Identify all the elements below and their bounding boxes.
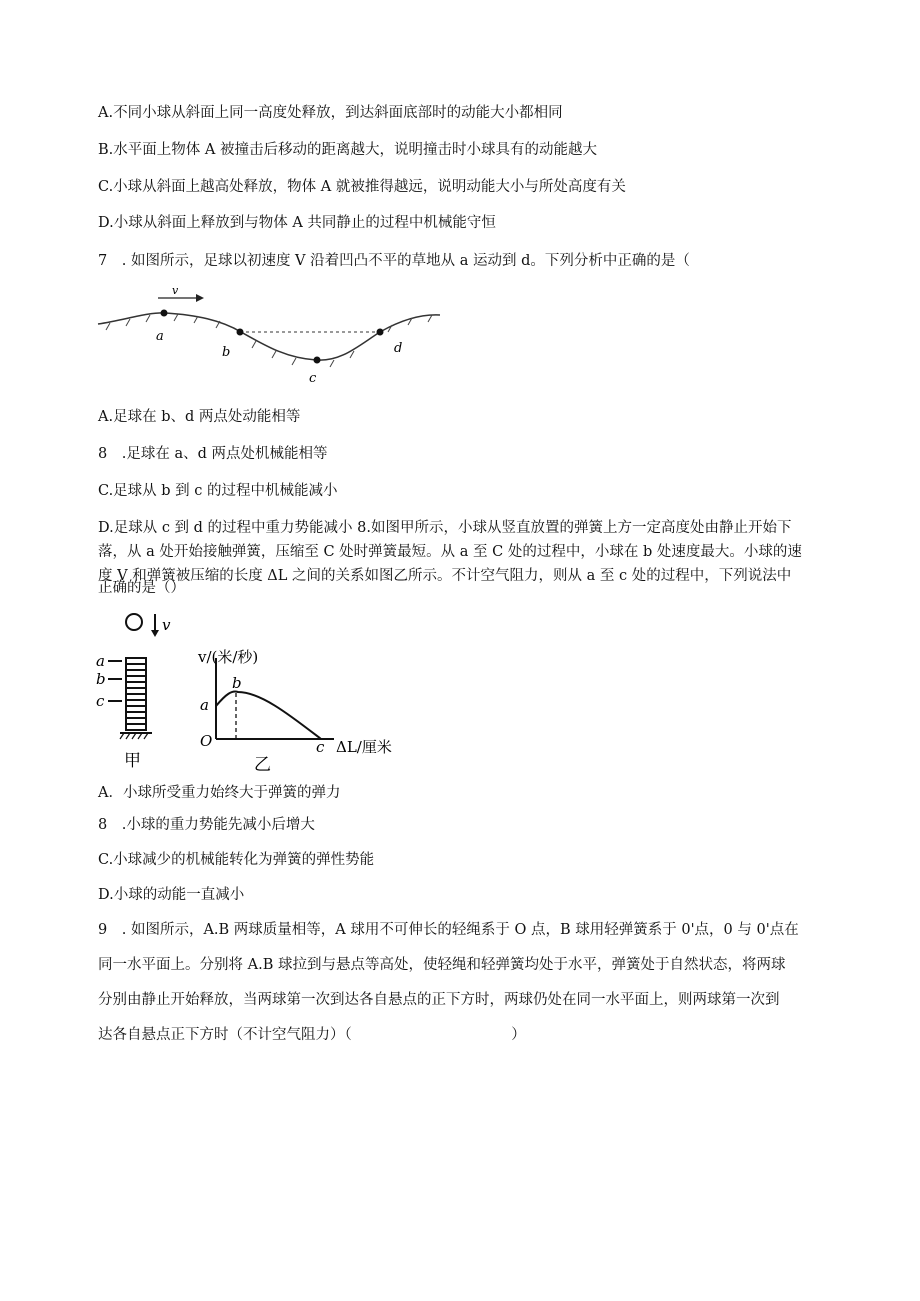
label-d: d	[394, 341, 403, 356]
point-c	[314, 357, 321, 364]
curve-label-c: c	[316, 738, 325, 756]
q8-option-c: C.小球减少的机械能转化为弹簧的弹性势能	[98, 852, 375, 868]
q9-line4: 达各自悬点正下方时（不计空气阻力）（ ）	[98, 1027, 526, 1043]
label-b: b	[222, 345, 231, 360]
q7-option-d-line1: D.足球从 c 到 d 的过程中重力势能减小 8.如图甲所示，小球从竖直放置的弹簧上方一定高度处由静止开始下	[98, 520, 792, 536]
q7-stem: 7 . 如图所示，足球以初速度 V 沿着凹凸不平的草地从 a 运动到 d。下列分析中正确的是（	[98, 253, 690, 269]
q8-spring-graph-figure	[96, 606, 416, 778]
caption-yi: 乙	[254, 755, 271, 775]
q7-option-d-line3: 度 V 和弹簧被压缩的长度 ΔL 之间的关系如图乙所示。不计空气阻力，则从 a 至 c 处的过程中，下列说法中	[98, 568, 792, 584]
spring-label-a: a	[96, 652, 105, 670]
spring-label-c: c	[96, 692, 105, 710]
q9-line3: 分别由静止开始释放，当两球第一次到达各自悬点的正下方时，两球仍处在同一水平面上，则两球第一次到	[98, 992, 780, 1008]
q9-line2: 同一水平面上。分别将 A.B 球拉到与悬点等高处，使轻绳和轻弹簧均处于水平，弹簧处于自然状态，将两球	[98, 957, 786, 973]
q6-option-c: C.小球从斜面上越高处释放，物体 A 就被推得越远，说明动能大小与所处高度有关	[98, 179, 626, 195]
caption-jia: 甲	[124, 751, 141, 771]
q9-line1: 9 . 如图所示，A.B 两球质量相等，A 球用不可伸长的轻绳系于 O 点，B 球用轻弹簧系于 0'点，0 与 0'点在	[98, 922, 799, 938]
q7-option-c: C.足球从 b 到 c 的过程中机械能减小	[98, 483, 338, 499]
q7-option-b: 8 .足球在 a、d 两点处机械能相等	[98, 446, 328, 462]
velocity-curve	[216, 692, 321, 739]
fall-v-label: v	[162, 616, 171, 634]
ground-hatching	[106, 314, 432, 367]
spring-label-b: b	[96, 670, 106, 688]
q7-terrain-figure	[96, 284, 442, 390]
q7-option-d-line4: 正确的是（）	[98, 580, 185, 596]
y-axis-label: v/(米/秒)	[198, 648, 259, 666]
x-axis-label: ΔL/厘米	[336, 738, 392, 756]
velocity-label: v	[172, 284, 179, 297]
point-d	[377, 329, 384, 336]
q7-option-d-line2: 落，从 a 处开始接触弹簧，压缩至 C 处时弹簧最短。从 a 至 C 处的过程中，小球在 b 处速度最大。小球的速	[98, 544, 802, 560]
q8-option-a: A．小球所受重力始终大于弹簧的弹力	[98, 785, 341, 801]
point-b	[237, 329, 244, 336]
q6-option-d: D.小球从斜面上释放到与物体 A 共同静止的过程中机械能守恒	[98, 215, 496, 231]
q6-option-a: A.不同小球从斜面上同一高度处释放，到达斜面底部时的动能大小都相同	[98, 105, 563, 121]
q8-option-b: 8 .小球的重力势能先减小后增大	[98, 817, 315, 833]
label-a: a	[156, 329, 164, 344]
q8-option-d: D.小球的动能一直减小	[98, 887, 245, 903]
ground-curve	[98, 313, 440, 360]
origin-label: O	[200, 732, 213, 750]
q7-option-a: A.足球在 b、d 两点处动能相等	[98, 409, 301, 425]
q6-option-b: B.水平面上物体 A 被撞击后移动的距离越大，说明撞击时小球具有的动能越大	[98, 142, 597, 158]
spring	[126, 658, 146, 730]
curve-label-a: a	[200, 696, 209, 714]
point-a	[161, 310, 168, 317]
curve-label-b: b	[232, 674, 242, 692]
ball	[126, 614, 142, 630]
label-c: c	[309, 371, 317, 386]
